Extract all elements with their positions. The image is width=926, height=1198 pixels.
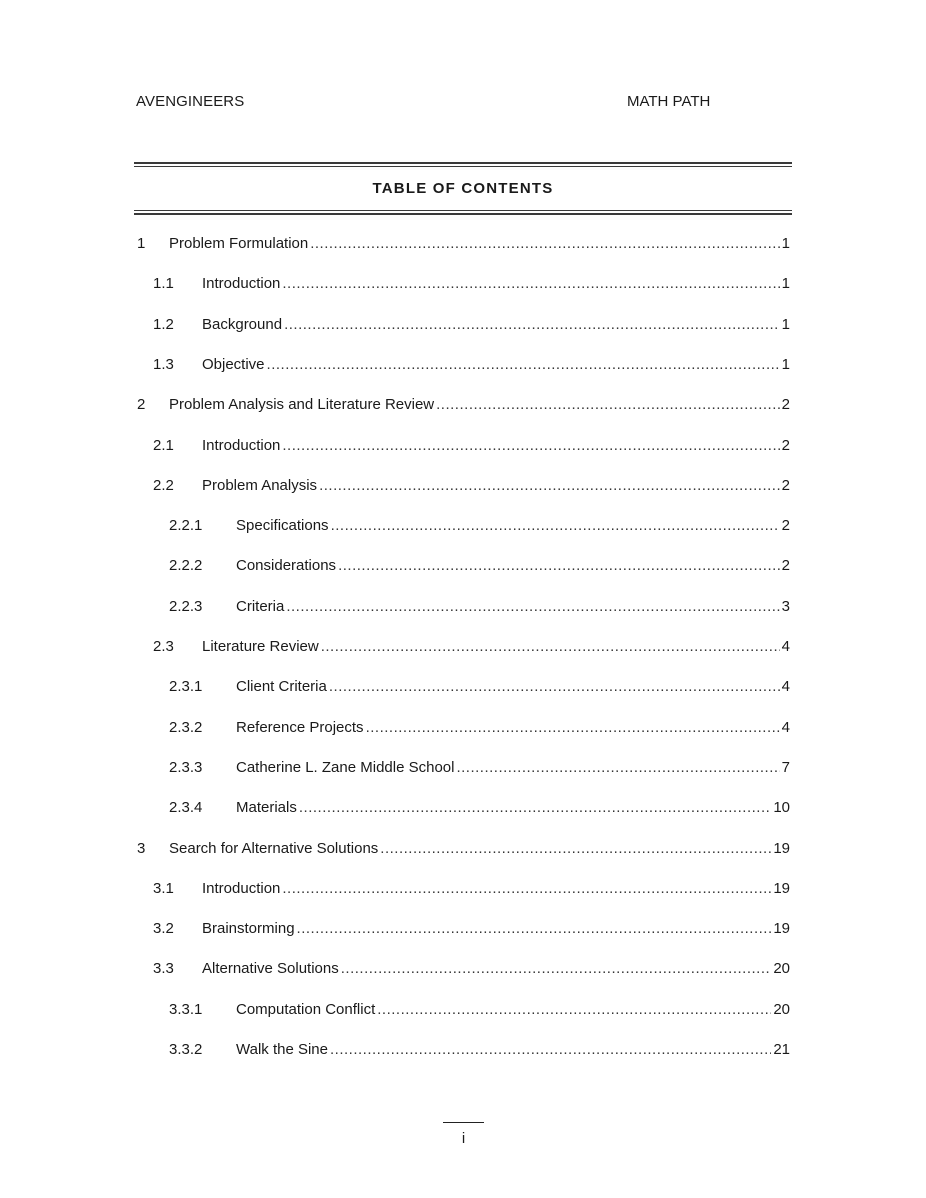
toc-entry-title: Literature Review	[202, 638, 319, 655]
toc-entry-leader	[286, 598, 779, 615]
toc-entry-leader	[456, 759, 779, 776]
toc-entry-leader	[329, 678, 780, 695]
toc-entry-leader	[330, 1041, 771, 1058]
toc-entry-page: 10	[773, 799, 790, 817]
toc-entry-leader	[282, 437, 779, 454]
toc-entry-page: 4	[781, 638, 790, 655]
toc-entry[interactable]	[153, 638, 790, 660]
toc-entry-number: 1	[137, 235, 146, 252]
toc-entry-number: 1.3	[153, 355, 174, 373]
toc-entry-number: 1.1	[153, 275, 174, 293]
toc-entry-title: Catherine L. Zane Middle School	[236, 758, 455, 776]
toc-entry-leader	[297, 920, 772, 937]
toc-entry[interactable]	[169, 799, 790, 821]
toc-entry-number: 3.1	[153, 879, 174, 897]
toc-entry-page: 2	[781, 557, 790, 575]
toc-entry-number: 2.2.2	[169, 557, 203, 575]
toc-entry-number: 2.3.4	[169, 799, 203, 817]
toc-entry-number: 2.1	[153, 436, 174, 454]
toc-entry-page: 2	[781, 396, 790, 414]
toc-title: TABLE OF CONTENTS	[372, 180, 554, 197]
toc-entry-leader	[436, 396, 780, 413]
toc-entry[interactable]	[169, 598, 790, 620]
toc-entry-title: Criteria	[236, 597, 285, 615]
toc-entry-leader	[380, 840, 771, 857]
toc-entry[interactable]	[153, 880, 790, 902]
toc-entry-page: 7	[781, 758, 790, 776]
toc-entry-leader	[366, 719, 780, 736]
toc-entry-page: 1	[781, 315, 790, 333]
toc-entry-title: Introduction	[202, 436, 281, 454]
toc-entry-title: Client Criteria	[236, 678, 327, 696]
header-left: AVENGINEERS	[136, 93, 245, 110]
toc-entry-leader	[377, 1001, 771, 1018]
toc-entry[interactable]	[169, 719, 790, 741]
toc-entry-leader	[331, 517, 780, 534]
toc-entry-title: Objective	[202, 355, 265, 373]
toc-entry-page: 2	[781, 436, 790, 454]
toc-entry-number: 2.3.1	[169, 678, 203, 696]
toc-entry-number: 1.2	[153, 315, 174, 333]
toc-entry-leader	[282, 275, 779, 292]
toc-entry-page: 19	[773, 839, 790, 857]
toc-entry-page: 19	[773, 879, 790, 897]
toc-entry-page: 2	[781, 517, 790, 535]
toc-entry-title: Search for Alternative Solutions	[169, 839, 379, 857]
toc-entry[interactable]	[169, 759, 790, 781]
toc-entry[interactable]	[153, 477, 790, 499]
toc-entry-title: Introduction	[202, 879, 281, 897]
toc-entry-number: 2.2.3	[169, 597, 203, 615]
toc-entry-title: Brainstorming	[202, 920, 295, 938]
toc-entry-number: 2.3	[153, 638, 174, 655]
toc-entry[interactable]	[137, 396, 790, 418]
footer-rule	[443, 1122, 484, 1123]
toc-entry-title: Background	[202, 315, 283, 333]
toc-entry-title: Materials	[236, 799, 297, 817]
toc-entry-title: Problem Analysis	[202, 476, 318, 494]
toc-entry-number: 2.2.1	[169, 517, 203, 535]
toc-entry[interactable]	[153, 437, 790, 459]
toc-entry-title: Alternative Solutions	[202, 960, 339, 978]
toc-entry-title: Specifications	[236, 517, 329, 535]
toc-entry-page: 19	[773, 920, 790, 938]
toc-entry-title: Problem Formulation	[169, 235, 309, 252]
toc-entry-page: 20	[773, 960, 790, 978]
toc-entry-number: 3.3	[153, 960, 174, 978]
toc-entry-title: Introduction	[202, 275, 281, 293]
toc-entry[interactable]	[153, 356, 790, 378]
toc-entry-number: 2	[137, 396, 146, 414]
toc-entry-page: 4	[781, 718, 790, 736]
toc-entry-number: 2.3.3	[169, 758, 203, 776]
toc-entry-leader	[267, 356, 780, 373]
toc-entry-leader	[341, 960, 772, 977]
toc-entry[interactable]	[169, 1041, 790, 1063]
toc-entry[interactable]	[169, 557, 790, 579]
toc-entry[interactable]	[169, 1001, 790, 1023]
footer-page-number: i	[461, 1130, 466, 1147]
toc-entry-page: 4	[781, 678, 790, 696]
toc-entry-leader	[338, 557, 780, 574]
toc-entry[interactable]	[137, 840, 790, 862]
toc-entry-leader	[282, 880, 771, 897]
toc-entry[interactable]	[153, 920, 790, 942]
toc-entry-page: 21	[773, 1041, 790, 1058]
toc-entry[interactable]	[153, 316, 790, 338]
toc-entry[interactable]	[153, 960, 790, 982]
toc-entry-number: 3.2	[153, 920, 174, 938]
toc-entry-leader	[310, 235, 779, 252]
header-right: MATH PATH	[627, 93, 711, 110]
toc-entry-page: 1	[781, 275, 790, 293]
toc-entry-leader	[284, 316, 780, 333]
toc-entry-title: Reference Projects	[236, 718, 364, 736]
toc-entry-page: 20	[773, 1000, 790, 1018]
toc-entry-leader	[321, 638, 780, 655]
toc-entry-number: 2.3.2	[169, 718, 203, 736]
toc-entry[interactable]	[169, 517, 790, 539]
toc-entry-page: 3	[781, 597, 790, 615]
toc-entry[interactable]	[169, 678, 790, 700]
toc-entry[interactable]	[153, 275, 790, 297]
toc-entry-title: Problem Analysis and Literature Review	[169, 396, 435, 414]
toc-entry-number: 3.3.2	[169, 1041, 203, 1058]
toc-entry-leader	[319, 477, 780, 494]
toc-entry-number: 3.3.1	[169, 1000, 203, 1018]
toc-entry-page: 1	[781, 235, 790, 252]
toc-entry[interactable]	[137, 235, 790, 257]
toc-entry-title: Computation Conflict	[236, 1000, 376, 1018]
toc-entry-number: 3	[137, 839, 146, 857]
toc-entry-leader	[299, 799, 771, 816]
toc-entry-title: Considerations	[236, 557, 337, 575]
toc-entry-page: 2	[781, 476, 790, 494]
toc-entry-title: Walk the Sine	[236, 1041, 328, 1058]
toc-entry-number: 2.2	[153, 476, 174, 494]
toc-entry-page: 1	[781, 355, 790, 373]
